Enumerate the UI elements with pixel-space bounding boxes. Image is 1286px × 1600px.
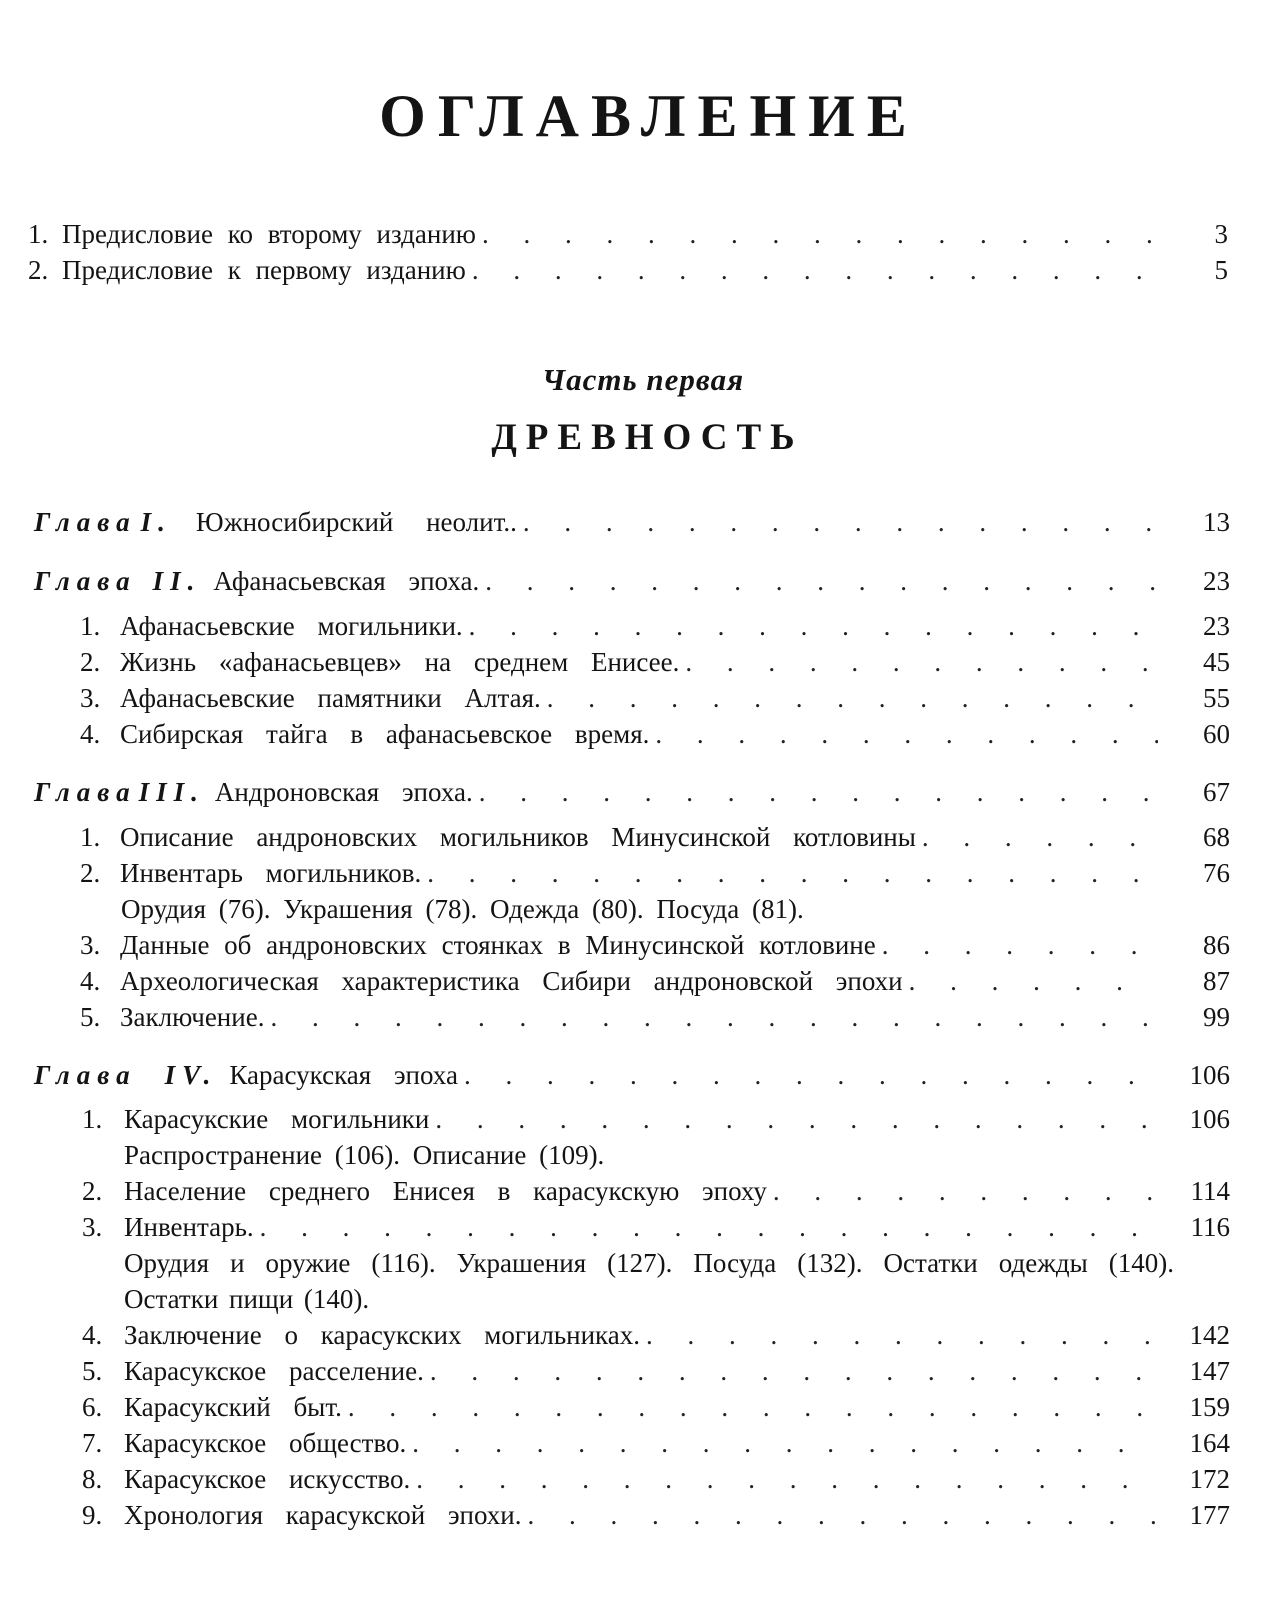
leader-dots	[458, 1057, 1158, 1093]
entry-number: 1.	[80, 611, 101, 641]
leader-dots	[264, 999, 1158, 1035]
entry-label: Сибирская тайга в афанасьевское время.	[120, 719, 650, 749]
leader-dots	[421, 855, 1158, 891]
chapter-title: Южносибирский неолит..	[195, 507, 517, 537]
toc-entry[interactable]	[0, 608, 1286, 644]
entry-label: Археологическая характеристика Сибири андроновской эпохи	[120, 966, 903, 996]
leader-dots	[406, 1425, 1158, 1461]
toc-entry[interactable]	[0, 819, 1286, 855]
entry-number: 8.	[82, 1464, 103, 1494]
chapter-numeral: III.	[138, 777, 205, 807]
toc-entry[interactable]	[0, 1425, 1286, 1461]
entry-label: Описание андроновских могильников Минусинской котловины	[120, 822, 916, 852]
leader-dots	[429, 1101, 1158, 1137]
entry-number: 2.	[28, 255, 49, 285]
entry-page: 164	[1189, 1428, 1230, 1458]
entry-number: 3.	[82, 1212, 103, 1242]
chapter-word: Глава	[34, 1060, 137, 1090]
leader-dots	[903, 963, 1158, 999]
entry-number: 5.	[80, 1002, 101, 1032]
entry-page: 142	[1189, 1320, 1230, 1350]
leader-dots	[876, 927, 1158, 963]
toc-entry[interactable]	[0, 1353, 1286, 1389]
toc-entry[interactable]	[0, 1173, 1286, 1209]
leader-dots	[410, 1461, 1158, 1497]
entry-number: 1.	[82, 1104, 103, 1134]
chapter-heading-2[interactable]	[0, 563, 1286, 599]
leader-dots	[522, 1497, 1158, 1533]
entry-label: Карасукское общество.	[124, 1428, 407, 1458]
entry-subtopics: Орудия и оружие (116). Украшения (127). Посуда (132). Остатки одежды (140). Остатки пищи (140).	[124, 1248, 1174, 1314]
entry-page: 87	[1203, 966, 1230, 996]
entry-label: Карасукское расселение.	[124, 1356, 424, 1386]
chapter-heading-1[interactable]	[0, 504, 1286, 540]
entry-page: 116	[1190, 1212, 1230, 1242]
leader-dots	[541, 680, 1158, 716]
entry-page: 114	[1190, 1176, 1230, 1206]
leader-dots	[679, 644, 1158, 680]
chapter-word: Глава	[34, 566, 137, 596]
entry-page: 86	[1203, 930, 1230, 960]
entry-number: 6.	[82, 1392, 103, 1422]
entry-page: 45	[1203, 647, 1230, 677]
leader-dots	[916, 819, 1158, 855]
chapter-page: 13	[1203, 507, 1230, 537]
entry-number: 7.	[82, 1428, 103, 1458]
leader-dots	[254, 1209, 1158, 1245]
leader-dots	[649, 716, 1158, 752]
entry-number: 4.	[80, 966, 101, 996]
leader-dots	[767, 1173, 1158, 1209]
toc-entry-preface-1[interactable]	[0, 252, 1286, 288]
entry-label: Афанасьевские могильники.	[120, 611, 463, 641]
entry-number: 4.	[80, 719, 101, 749]
entry-number: 3.	[80, 683, 101, 713]
toc-entry[interactable]	[0, 644, 1286, 680]
entry-number: 4.	[82, 1320, 103, 1350]
entry-label: Население среднего Енисея в карасукскую эпоху	[124, 1176, 767, 1206]
part-title: ДРЕВНОСТЬ	[491, 417, 804, 458]
toc-entry[interactable]	[0, 1101, 1286, 1137]
entry-page: 106	[1189, 1104, 1230, 1134]
leader-dots	[424, 1353, 1158, 1389]
entry-page: 76	[1203, 858, 1230, 888]
chapter-numeral: II.	[152, 566, 202, 596]
entry-number: 2.	[80, 647, 101, 677]
chapter-heading-3[interactable]	[0, 774, 1286, 810]
chapter-word: Глава	[34, 777, 137, 807]
entry-label: Заключение.	[120, 1002, 265, 1032]
leader-dots	[342, 1389, 1158, 1425]
entry-label: Афанасьевские памятники Алтая.	[120, 683, 541, 713]
chapter-page: 106	[1189, 1060, 1230, 1090]
entry-page: 3	[1214, 219, 1228, 249]
chapter-page: 67	[1203, 777, 1230, 807]
entry-page: 5	[1214, 255, 1228, 285]
page-title: ОГЛАВЛЕНИЕ	[379, 83, 919, 149]
toc-entry-preface-2[interactable]	[0, 216, 1286, 252]
entry-label: Инвентарь.	[124, 1212, 254, 1242]
entry-page: 177	[1189, 1500, 1230, 1530]
leader-dots	[476, 216, 1156, 252]
toc-entry[interactable]	[0, 1209, 1286, 1245]
entry-label: Карасукское искусство.	[124, 1464, 411, 1494]
chapter-title: Андроновская эпоха.	[214, 777, 473, 807]
entry-label: Хронология карасукской эпохи.	[124, 1500, 522, 1530]
toc-entry[interactable]	[0, 1317, 1286, 1353]
toc-entry[interactable]	[0, 716, 1286, 752]
entry-label: Предисловие ко второму изданию	[62, 219, 476, 249]
entry-number: 2.	[80, 858, 101, 888]
entry-label: Инвентарь могильников.	[120, 858, 422, 888]
toc-entry[interactable]	[0, 1497, 1286, 1533]
entry-page: 23	[1203, 611, 1230, 641]
leader-dots	[479, 563, 1158, 599]
toc-entry[interactable]	[0, 963, 1286, 999]
entry-page: 68	[1203, 822, 1230, 852]
leader-dots	[463, 608, 1158, 644]
entry-number: 2.	[82, 1176, 103, 1206]
entry-page: 55	[1203, 683, 1230, 713]
leader-dots	[473, 774, 1158, 810]
entry-page: 172	[1189, 1464, 1230, 1494]
chapter-title: Афанасьевская эпоха.	[213, 566, 480, 596]
leader-dots	[517, 504, 1158, 540]
part-label: Часть первая	[541, 362, 745, 397]
entry-number: 1.	[80, 822, 101, 852]
toc-entry[interactable]	[0, 855, 1286, 891]
entry-subtopics: Орудия (76). Украшения (78). Одежда (80). Посуда (81).	[121, 894, 804, 924]
entry-label: Карасукский быт.	[124, 1392, 342, 1422]
chapter-numeral: IV.	[164, 1060, 218, 1090]
leader-dots	[466, 252, 1156, 288]
entry-number: 9.	[82, 1500, 103, 1530]
entry-label: Жизнь «афанасьевцев» на среднем Енисее.	[120, 647, 680, 677]
leader-dots	[640, 1317, 1158, 1353]
entry-page: 99	[1203, 1002, 1230, 1032]
chapter-title: Карасукская эпоха	[229, 1060, 458, 1090]
entry-label: Предисловие к первому изданию	[62, 255, 466, 285]
entry-page: 60	[1203, 719, 1230, 749]
toc-entry[interactable]	[0, 1461, 1286, 1497]
entry-number: 5.	[82, 1356, 103, 1386]
entry-subtopics: Распространение (106). Описание (109).	[124, 1140, 605, 1170]
entry-label: Заключение о карасукских могильниках.	[124, 1320, 640, 1350]
entry-number: 3.	[80, 930, 101, 960]
entry-number: 1.	[28, 219, 49, 249]
entry-page: 147	[1189, 1356, 1230, 1386]
chapter-word: Глава	[34, 507, 137, 537]
toc-entry[interactable]	[0, 999, 1286, 1035]
toc-entry[interactable]	[0, 927, 1286, 963]
entry-label: Карасукские могильники	[124, 1104, 430, 1134]
chapter-page: 23	[1203, 566, 1230, 596]
entry-label: Данные об андроновских стоянках в Минусинской котловине	[120, 930, 876, 960]
entry-page: 159	[1189, 1392, 1230, 1422]
chapter-heading-4[interactable]	[0, 1057, 1286, 1093]
toc-entry[interactable]	[0, 680, 1286, 716]
toc-entry[interactable]	[0, 1389, 1286, 1425]
chapter-numeral: I.	[140, 507, 172, 537]
